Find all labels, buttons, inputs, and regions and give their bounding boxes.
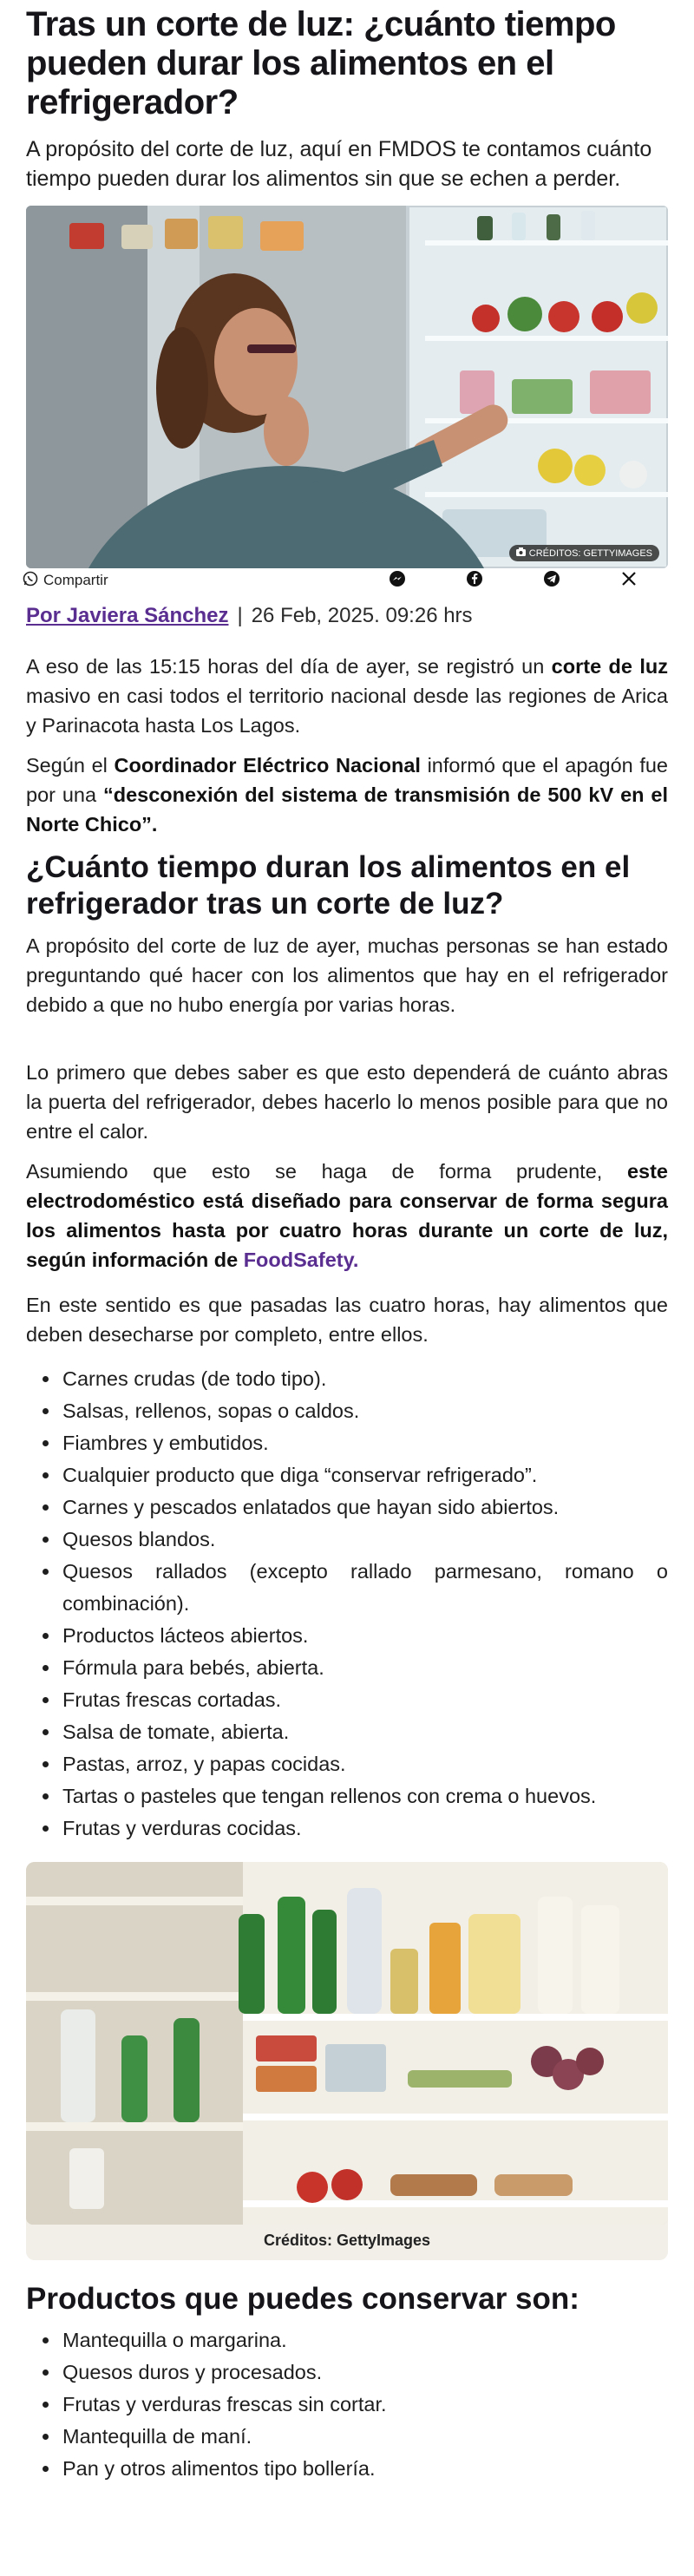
p2-bold-org: Coordinador Eléctrico Nacional [114,754,421,777]
p1-text-c: masivo en casi todos el territorio nacional desde las regiones de Arica y Parinacota hasta Los Lagos. [26,685,668,737]
list-item: • Mantequilla de maní. [61,2421,668,2453]
list-item: • Fiambres y embutidos. [61,1427,668,1459]
list-item: • Frutas frescas cortadas. [61,1684,668,1716]
keep-food-list [26,2324,668,2485]
image-credit-badge [509,545,659,561]
publish-date: 26 Feb, 2025. 09:26 hrs [251,604,473,627]
telegram-icon [543,570,560,592]
p1-text-a: A eso de las 15:15 horas del día de ayer, se registró un [26,655,552,678]
article-lead: A propósito del corte de luz, aquí en FMDOS te contamos cuánto tiempo pueden durar los alimentos sin que se echen a perder. [26,137,652,191]
section-heading-2: Productos que puedes conservar son: [26,2282,579,2316]
byline-separator: | [237,604,243,627]
section-heading-1: ¿Cuánto tiempo duran los alimentos en el refrigerador tras un corte de luz? [26,850,631,921]
paragraph-3: A propósito del corte de luz de ayer, muchas personas se han estado preguntando qué hacer con los alimentos que hay en el refrigerador debido a que no hubo energía por varias horas. [26,934,668,1016]
discard-food-list [26,1363,668,1845]
list-item: • Pan y otros alimentos tipo bollería. [61,2453,668,2485]
hero-illustration [26,206,668,568]
article-title: Tras un corte de luz: ¿cuánto tiempo pueden durar los alimentos en el refrigerador? [26,5,616,121]
list-item: • Productos lácteos abiertos. [61,1620,668,1652]
p2-text-a: Según el [26,754,115,777]
p2-text-c: informó que el apagón fue por una [26,754,669,806]
author-link[interactable]: Por Javiera Sánchez [26,604,229,627]
share-bar [26,568,668,593]
p5-text-a: Asumiendo que esto se haga de forma prudente, [26,1160,627,1183]
figure-caption: Créditos: GettyImages [263,2232,431,2249]
list-item: • Quesos duros y procesados. [61,2356,668,2389]
list-item: • Salsas, rellenos, sopas o caldos. [61,1395,668,1427]
share-label: Compartir [43,572,108,588]
x-share-button[interactable] [591,571,668,591]
x-icon [621,571,637,591]
image-credit-text: CRÉDITOS: GETTYIMAGES [528,547,652,559]
p2-bold-quote: “desconexión del sistema de transmisión de 500 kV en el Norte Chico”. [26,783,668,836]
p1-bold: corte de luz [551,655,668,678]
facebook-icon [466,570,483,592]
list-item: • Frutas y verduras frescas sin cortar. [61,2389,668,2421]
list-item: • Pastas, arroz, y papas cocidas. [61,1748,668,1780]
list-item: • Quesos rallados (excepto rallado parmesano, romano o combinación). [61,1556,668,1620]
list-item: • Cualquier producto que diga “conservar refrigerado”. [61,1459,668,1491]
list-item: • Fórmula para bebés, abierta. [61,1652,668,1684]
share-button[interactable] [23,571,359,591]
fridge-illustration [26,1862,668,2225]
telegram-share-button[interactable] [514,570,591,592]
foodsafety-link[interactable]: FoodSafety. [243,1249,359,1271]
paragraph-4: Lo primero que debes saber es que esto dependerá de cuánto abras la puerta del refrigerador, debes hacerlo lo menos posible para que no entre el calor. [26,1061,668,1143]
list-item: • Carnes y pescados enlatados que hayan sido abiertos. [61,1491,668,1524]
p5-bold: este electrodoméstico está diseñado para conservar de forma segura los alimentos hasta por cuatro horas durante un corte de luz, según información de [26,1160,668,1271]
paragraph-1 [26,652,668,740]
byline [26,603,668,629]
messenger-share-button[interactable] [359,570,436,592]
facebook-share-button[interactable] [436,570,514,592]
article [0,5,694,2485]
paragraph-5 [26,1157,668,1275]
messenger-icon [389,570,406,592]
list-item: • Quesos blandos. [61,1524,668,1556]
list-item: • Salsa de tomate, abierta. [61,1716,668,1748]
fridge-figure [26,1862,668,2260]
fridge-image [26,1862,668,2225]
list-item: • Mantequilla o margarina. [61,2324,668,2356]
paragraph-2 [26,751,668,839]
list-item: • Frutas y verduras cocidas. [61,1812,668,1845]
paragraph-6: En este sentido es que pasadas las cuatro horas, hay alimentos que deben desecharse por completo, entre ellos. [26,1294,668,1346]
hero-image [26,206,668,568]
whatsapp-icon [23,571,38,591]
list-item: • Tartas o pasteles que tengan rellenos con crema o huevos. [61,1780,668,1812]
list-item: • Carnes crudas (de todo tipo). [61,1363,668,1395]
camera-icon [516,547,526,559]
